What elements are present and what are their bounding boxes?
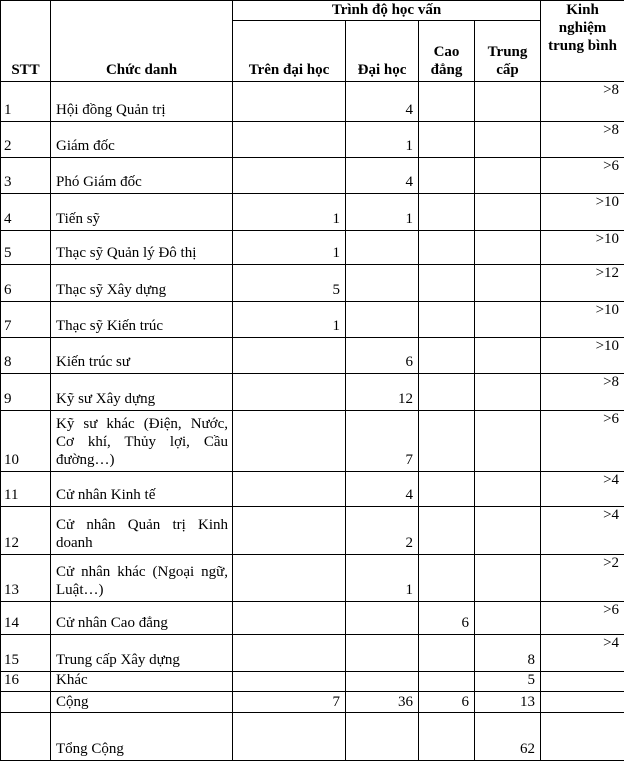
row-college [419,302,475,338]
header-title: Chức danh [51,1,233,82]
row-postgrad [233,374,346,411]
row-college [419,82,475,122]
row-experience: >4 [541,635,624,672]
row-college [419,374,475,411]
row-experience: >6 [541,158,624,194]
row-university [346,231,419,265]
row-experience: >8 [541,374,624,411]
row-title: Cử nhân khác (Ngoại ngữ, Luật…) [51,555,233,602]
row-university: 1 [346,555,419,602]
row-experience: >10 [541,231,624,265]
row-college [419,265,475,302]
table-row [1,194,624,231]
row-intermediate [475,265,541,302]
row-university: 4 [346,158,419,194]
row-experience: >2 [541,555,624,602]
row-college: 6 [419,602,475,635]
row-postgrad: 1 [233,194,346,231]
row-college [419,411,475,472]
row-title: Thạc sỹ Quản lý Đô thị [51,231,233,265]
subtotal-postgrad: 7 [233,692,346,713]
row-university: 7 [346,411,419,472]
subtotal-university: 36 [346,692,419,713]
row-title: Hội đồng Quản trị [51,82,233,122]
row-university [346,302,419,338]
table-row [1,507,624,555]
row-title: Kỹ sư khác (Điện, Nước, Cơ khí, Thủy lợi, Cầu đường…) [51,411,233,472]
row-college [419,122,475,158]
total-row [1,713,624,761]
row-intermediate [475,338,541,374]
row-stt: 5 [1,231,51,265]
row-intermediate [475,194,541,231]
header-intermediate: Trung cấp [475,21,541,82]
table-row [1,472,624,507]
row-stt: 10 [1,411,51,472]
row-postgrad [233,472,346,507]
row-intermediate [475,122,541,158]
table-row [1,411,624,472]
total-value: 62 [475,713,541,761]
table-row [1,374,624,411]
row-college [419,635,475,672]
row-college [419,158,475,194]
row-intermediate [475,472,541,507]
total-label: Tổng Cộng [51,713,233,761]
row-intermediate [475,555,541,602]
row-stt: 7 [1,302,51,338]
table-row [1,122,624,158]
row-university: 1 [346,122,419,158]
row-experience [541,672,624,692]
row-university [346,672,419,692]
row-title: Kỹ sư Xây dựng [51,374,233,411]
row-university: 4 [346,82,419,122]
row-college [419,555,475,602]
row-stt: 15 [1,635,51,672]
row-stt: 8 [1,338,51,374]
row-postgrad [233,672,346,692]
row-stt: 9 [1,374,51,411]
row-title: Phó Giám đốc [51,158,233,194]
row-intermediate [475,231,541,265]
row-college [419,472,475,507]
row-postgrad [233,555,346,602]
row-title: Tiến sỹ [51,194,233,231]
row-experience: >8 [541,82,624,122]
row-postgrad: 5 [233,265,346,302]
row-title: Cử nhân Cao đẳng [51,602,233,635]
header-university: Đại học [346,21,419,82]
row-postgrad [233,411,346,472]
row-title: Thạc sỹ Kiến trúc [51,302,233,338]
row-postgrad [233,602,346,635]
row-stt: 4 [1,194,51,231]
subtotal-college: 6 [419,692,475,713]
table-row [1,672,624,692]
row-experience: >4 [541,507,624,555]
header-postgrad: Trên đại học [233,21,346,82]
row-stt: 16 [1,672,51,692]
row-postgrad [233,338,346,374]
row-intermediate [475,374,541,411]
table-row [1,302,624,338]
row-intermediate [475,82,541,122]
header-experience: Kinh nghiệm trung bình [541,1,624,82]
row-university: 12 [346,374,419,411]
row-experience: >4 [541,472,624,507]
row-postgrad: 1 [233,231,346,265]
row-experience: >10 [541,194,624,231]
table-row [1,555,624,602]
row-title: Cử nhân Quản trị Kinh doanh [51,507,233,555]
row-stt: 6 [1,265,51,302]
row-postgrad: 1 [233,302,346,338]
row-experience: >10 [541,302,624,338]
row-university: 4 [346,472,419,507]
row-university: 1 [346,194,419,231]
row-intermediate [475,158,541,194]
row-postgrad [233,507,346,555]
row-intermediate [475,411,541,472]
row-intermediate [475,302,541,338]
row-stt: 14 [1,602,51,635]
row-postgrad [233,158,346,194]
row-stt: 12 [1,507,51,555]
row-postgrad [233,82,346,122]
row-university [346,635,419,672]
row-college [419,194,475,231]
table-body [1,82,624,692]
row-intermediate: 8 [475,635,541,672]
table-row [1,158,624,194]
row-university: 6 [346,338,419,374]
row-college [419,672,475,692]
header-college: Cao đẳng [419,21,475,82]
header-stt: STT [1,1,51,82]
row-intermediate [475,602,541,635]
row-title: Khác [51,672,233,692]
row-university: 2 [346,507,419,555]
row-experience: >12 [541,265,624,302]
table-row [1,338,624,374]
row-postgrad [233,122,346,158]
row-experience: >10 [541,338,624,374]
row-stt: 13 [1,555,51,602]
row-university [346,602,419,635]
row-stt: 11 [1,472,51,507]
row-college [419,507,475,555]
row-intermediate: 5 [475,672,541,692]
row-experience: >8 [541,122,624,158]
row-experience: >6 [541,602,624,635]
header-education: Trình độ học vấn [233,1,541,21]
row-intermediate [475,507,541,555]
row-experience: >6 [541,411,624,472]
table-row [1,82,624,122]
row-university [346,265,419,302]
row-title: Cử nhân Kinh tế [51,472,233,507]
subtotal-label: Cộng [51,692,233,713]
row-title: Thạc sỹ Xây dựng [51,265,233,302]
table-row [1,265,624,302]
row-postgrad [233,635,346,672]
table-row [1,635,624,672]
row-college [419,338,475,374]
row-title: Trung cấp Xây dựng [51,635,233,672]
table-row [1,231,624,265]
row-title: Kiến trúc sư [51,338,233,374]
row-stt: 1 [1,82,51,122]
table-row [1,602,624,635]
row-title: Giám đốc [51,122,233,158]
subtotal-row [1,692,624,713]
row-stt: 2 [1,122,51,158]
subtotal-intermediate: 13 [475,692,541,713]
row-stt: 3 [1,158,51,194]
row-college [419,231,475,265]
